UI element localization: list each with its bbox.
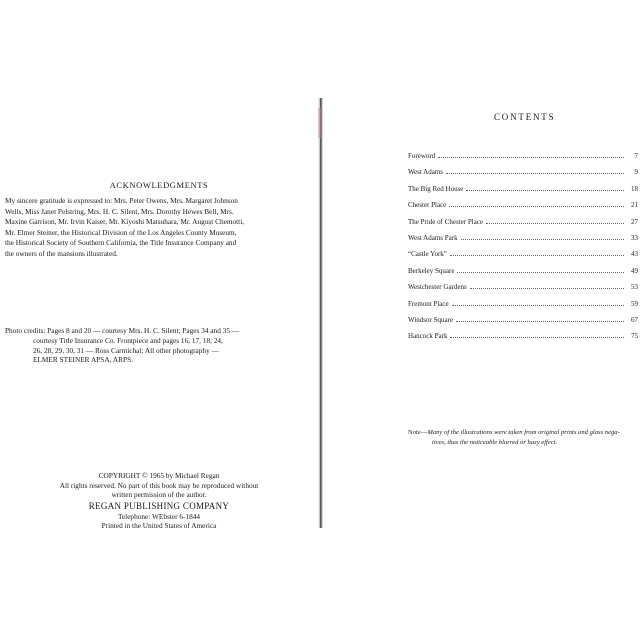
rights-notice: written permission of the author. [111,490,207,499]
toc-entry-page: 53 [631,283,638,292]
toc-entry [408,201,638,217]
acknowledgments-line: Mr. Elmer Steiner, the Historical Division of the Los Angeles County Museum, [5,227,237,237]
printed-in: Printed in the United States of America [101,521,217,530]
photo-credits [5,326,285,365]
note-line [408,438,640,448]
rights-notice: All rights reserved. No part of this book may be reproduced without [59,480,259,490]
toc-entry-title: The Pride of Chester Place [408,217,484,226]
toc-entry [408,152,638,168]
photo-credits-line: 26, 28, 29, 30, 31 — Ross Carmichal; All other photography — [33,345,219,355]
toc-entry-title: Chester Place [408,201,447,210]
toc-entry [408,218,638,234]
toc-entry [408,300,638,316]
toc-entry [408,332,638,348]
toc-entry [408,267,638,283]
illustration-note [408,428,640,447]
toc-leader-dots [456,321,624,322]
photo-credits-line: ELMER STEINER APSA, ARPS. [33,355,133,365]
toc-entry-title: West Adams [408,168,444,177]
toc-leader-dots [466,190,624,191]
toc-entry-page: 75 [631,332,638,341]
publisher-name: REGAN PUBLISHING COMPANY [88,500,230,511]
toc-leader-dots [449,206,624,207]
table-of-contents [408,152,638,349]
toc-leader-dots [450,255,624,256]
note-line [408,428,640,438]
acknowledgments-line: Maxine Garrison, Mr. Irvin Kaiser, Mr. Kiyoshi Matsuhara, Mr. August Chemotti, [5,217,245,227]
toc-entry-title: Windsor Square [408,315,454,324]
toc-leader-dots [470,288,624,289]
toc-entry-page: 59 [631,299,638,308]
colophon [0,471,318,531]
toc-entry-title: The Big Red House [408,184,464,193]
toc-entry-page: 21 [631,201,638,210]
toc-leader-dots [452,305,624,306]
acknowledgments-line: the Historical Society of Southern California, the Title Insurance Company and [5,238,237,248]
toc-entry-page: 18 [631,184,638,193]
toc-entry-title: “Castle York” [408,250,447,259]
toc-entry [408,250,638,266]
acknowledgments-body [5,196,273,260]
right-page [322,0,640,640]
toc-leader-dots [438,157,624,158]
toc-entry-page: 49 [631,266,638,275]
note-prefix: Note— [408,429,428,436]
acknowledgments-line: My sincere gratitude is expressed to: Mrs. Peter Owens, Mrs. Margaret Johnson [5,196,238,205]
note-text: tives, thus the noticeable blurred or hazy effect. [432,438,558,446]
toc-entry-title: West Adams Park [408,233,458,242]
contents-title-text: CONTENTS [494,112,556,122]
toc-entry-page: 9 [634,168,638,177]
publisher-telephone: Telephone: WEbster 6-1844 [117,511,201,521]
toc-entry [408,234,638,250]
toc-entry [408,283,638,299]
toc-leader-dots [486,223,624,224]
toc-entry-page: 33 [631,233,638,242]
toc-entry-page: 7 [634,152,638,160]
toc-entry-title: Foreword [408,152,436,160]
acknowledgments-title: ACKNOWLEDGMENTS [109,180,209,190]
toc-leader-dots [461,239,624,240]
note-text: Many of the illustrations were taken from original prints and glass nega- [427,429,620,436]
photo-credits-line: Photo credits: Pages 8 and 20 — courtesy Mrs. H. C. Silent; Pages 34 and 35 — [5,326,240,335]
toc-entry [408,185,638,201]
acknowledgments-line: Wells, Miss Janet Pelstring, Mrs. H. C. Silent, Mrs. Dorothy Hewes Bell, Mrs. [5,206,234,216]
toc-leader-dots [446,173,624,174]
toc-entry-title: Hancock Park [408,332,448,341]
toc-entry-page: 27 [631,217,638,226]
toc-leader-dots [457,272,624,273]
toc-entry-title: Westchester Gardens [408,283,467,292]
left-page [0,0,318,640]
toc-entry-page: 67 [631,315,638,324]
toc-entry-title: Fremont Place [408,299,449,308]
toc-entry [408,316,638,332]
book-gutter-tint [318,108,321,138]
photo-credits-line: courtesy Title Insurance Co. Frontpiece and pages 16, 17, 18, 24, [33,335,223,345]
toc-entry-title: Berkeley Square [408,266,455,275]
toc-entry-page: 43 [631,250,638,259]
acknowledgments-line: the owners of the mansions illustrated. [5,248,118,258]
copyright-notice: COPYRIGHT © 1965 by Michael Regan [98,471,220,480]
toc-entry [408,168,638,184]
toc-leader-dots [450,337,624,338]
